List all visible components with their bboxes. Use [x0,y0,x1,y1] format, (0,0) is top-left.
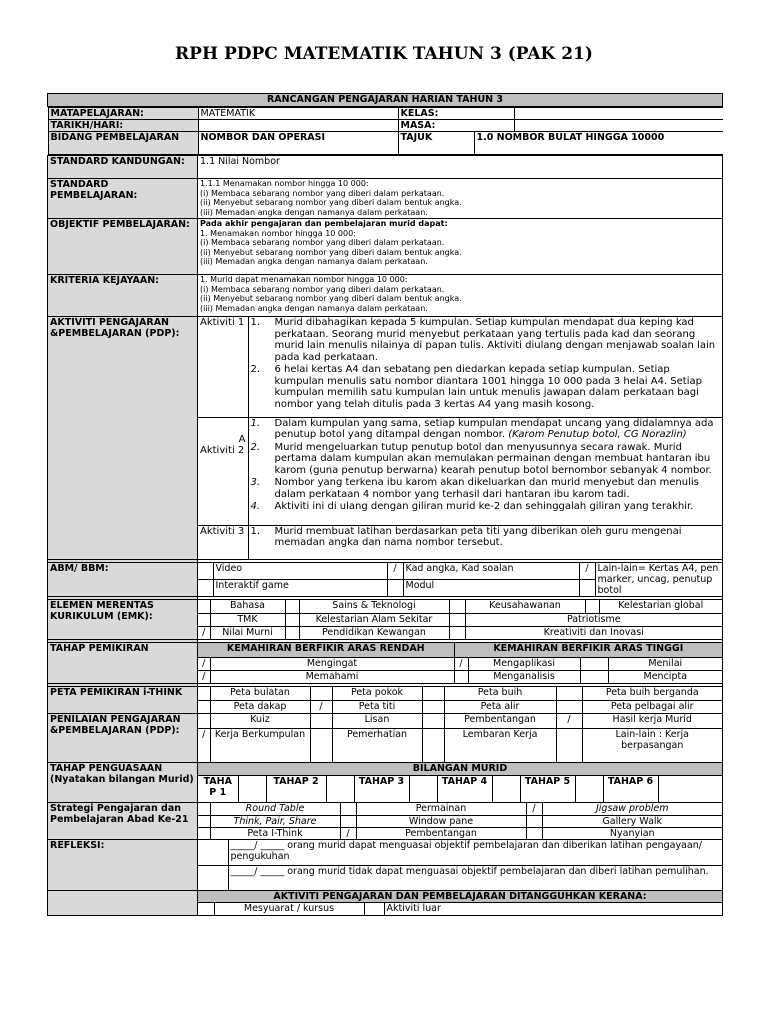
kbar-rendah: KEMAHIRAN BERFIKIR ARAS RENDAH [198,643,454,657]
tarikh-label: TARIKH/HARI: [48,120,198,132]
strategi-permainan: Permainan [356,803,526,815]
strategi-peta-ithink: Peta I-Think [210,827,340,839]
tahap-1: TAHA P 1 [198,775,238,802]
abm-interaktif: Interaktif game [213,580,387,597]
sp-line: (i) Membaca sebarang nombor yang diberi dalam perkataan. [200,188,445,198]
penilaian-hasil: Hasil kerja Murid [582,714,722,728]
abm-modul: Modul [403,580,579,597]
tangguh-mesyuarat: Mesyuarat / kursus [214,903,364,915]
objektif-line: 1. Menamakan nombor hingga 10 000: [200,228,356,238]
peta-buih: Peta buih [444,687,556,700]
peta-alir: Peta alir [444,700,556,713]
tarikh-value [198,120,398,132]
refleksi-line-1: _____/ _____ orang murid dapat menguasai objektif pembelajaran dan diberikan latihan pengayaan/ pengukuhan [228,840,722,865]
aktiviti-1-body [248,317,722,417]
emk-label: ELEMEN MERENTAS KURIKULUM (EMK): [48,600,198,640]
tahap-2: TAHAP 2 [266,775,326,802]
aktiviti-1-label: Aktiviti 1 [198,317,248,417]
ditangguhkan-header: AKTIVITI PENGAJARAN DAN PEMBELAJARAN DITANGGUHKAN KERANA: [198,891,723,903]
list-item: 1. Murid dibahagikan kepada 5 kumpulan. Setiap kumpulan mendapat dua keping kad perkataan. Seorang murid menyebut perkataan yang tertulis pada kad dan seorang murid lain menulis nilainya di papan tulis. Aktiviti diulang dengan menjawab soalan lain pada kad perkataan. [250,317,716,363]
strategi-label: Strategi Pengajaran dan Pembelajaran Abad Ke-21 [48,803,198,840]
kelas-value [514,108,723,120]
sk-label: STANDARD KANDUNGAN: [48,156,198,179]
kriteria-label: KRITERIA KEJAYAAN: [48,275,198,317]
strategi-window-pane: Window pane [356,815,526,827]
peta-label: PETA PEMIKIRAN i-THINK [48,687,198,714]
kbat-tinggi: KEMAHIRAN BERFIKIR ARAS TINGGI [454,643,722,657]
aktiviti-3-label: Aktiviti 3 [198,525,248,559]
emk-kewangan: Pendidikan Kewangan [299,626,449,639]
tahap-mengingat: Mengingat [210,657,454,670]
abm-video: Video [213,563,387,580]
objektif-value [198,219,723,275]
kriteria-line: (i) Membaca sebarang nombor yang diberi dalam perkataan. [200,284,445,294]
aktiviti-2-text: Aktiviti 2 [200,444,245,456]
aktiviti-2-marker: A [238,433,246,445]
objektif-intro: Pada akhir pengajaran dan pembelajaran murid dapat: [200,219,448,228]
rph-table [47,93,723,916]
peta-dakap: Peta dakap [210,700,310,713]
peta-bulatan: Peta bulatan [210,687,310,700]
strategi-check: / [526,803,542,815]
emk-tmk: TMK [210,613,285,626]
emk-sains: Sains & Teknologi [299,600,449,613]
abm-label: ABM/ BBM: [48,563,198,597]
penguasaan-label: TAHAP PENGUASAAN (Nyatakan bilangan Murid) [48,763,198,803]
emk-check: / [198,626,210,639]
tahap-check: / [454,657,468,670]
tahap-4: TAHAP 4 [437,775,492,802]
sp-label: STANDARD PEMBELAJARAN: [48,179,198,219]
emk-keusahawanan: Keusahawanan [465,600,585,613]
emk-kreativiti: Kreativiti dan Inovasi [465,626,722,639]
refleksi-label: REFLEKSI: [48,840,198,891]
masa-value [514,120,723,132]
rph-header: RANCANGAN PENGAJARAN HARIAN TAHUN 3 [48,94,723,107]
objektif-line: (i) Membaca sebarang nombor yang diberi dalam perkataan. [200,238,445,247]
bidang-value: NOMBOR DAN OPERASI [198,132,398,155]
tahap-6: TAHAP 6 [603,775,658,802]
peta-check: / [310,700,332,713]
kelas-label: KELAS: [398,108,514,120]
objektif-label: OBJEKTIF PEMBELAJARAN: [48,219,198,275]
tajuk-label: TAJUK [398,132,474,155]
page-title: RPH PDPC MATEMATIK TAHUN 3 (PAK 21) [175,44,593,64]
penilaian-lembaran: Lembaran Kerja [444,728,556,762]
penilaian-label: PENILAIAN PENGAJARAN &PEMBELAJARAN (PDP): [48,714,198,763]
tahap-menganalisis: Menganalisis [468,670,580,683]
tahap-3: TAHAP 3 [354,775,409,802]
tahap-mengaplikasi: Mengaplikasi [468,657,580,670]
list-item: 3. Nombor yang terkena ibu karom akan dikeluarkan dan murid menyebut dan menulis dalam perkataan 4 nombor yang terhasil dari hantaran ibu karom tadi. [250,477,699,500]
kriteria-line: (iii) Memadan angka dengan namanya dalam perkataan. [200,303,428,313]
matapelajaran-value: MATEMATIK [198,108,398,120]
masa-label: MASA: [398,120,514,132]
abm-lain: Lain-lain= Kertas A4, pen marker, uncag, penutup botol [595,563,722,596]
tahap-check: / [198,657,210,670]
tahap-mencipta: Mencipta [608,670,722,683]
list-item: 4. Aktiviti ini di ulang dengan giliran murid ke-2 dan sehinggalah giliran yang terakhir. [250,501,694,512]
list-item: 1. Dalam kumpulan yang sama, setiap kumpulan mendapat uncang yang didalamnya ada penutup botol yang ditampal dengan nombor. (Karom Penutup botol, CG Norazlin) [250,417,714,440]
penilaian-pembentangan: Pembentangan [444,714,556,728]
abm-check: / [387,563,403,580]
abm-kad: Kad angka, Kad soalan [403,563,579,580]
sp-line: (ii) Menyebut sebarang nombor yang diberi dalam bentuk angka. [200,198,462,207]
aktiviti-3-body [248,525,722,559]
strategi-think-pair: Think, Pair, Share [210,815,340,827]
sp-line: 1.1.1 Menamakan nombor hingga 10 000: [200,179,369,188]
strategi-check: / [340,827,356,839]
strategi-round-table: Round Table [210,803,340,815]
emk-bahasa: Bahasa [210,600,285,613]
penilaian-lisan: Lisan [332,714,422,728]
penilaian-check: / [198,728,210,762]
matapelajaran-label: MATAPELAJARAN: [48,108,198,120]
peta-pelbagai-alir: Peta pelbagai alir [582,700,722,713]
tangguh-luar: Aktiviti luar [384,903,722,915]
list-item: 2. Murid mengeluarkan tutup penutup botol dan menyusunnya secara rawak. Murid pertama dalam kumpulan akan memulakan permainan dengan membuat hantaran ibu karom (guna penutup berwarna) kearah penutup botol bernombor sebanyak 4 nombor. [250,441,712,476]
peta-pokok: Peta pokok [332,687,422,700]
penilaian-lain: Lain-lain : Kerja berpasangan [582,728,722,762]
strategi-gallery-walk: Gallery Walk [542,815,722,827]
strategi-jigsaw: Jigsaw problem [542,803,722,815]
emk-kelestarian-global: Kelestarian global [599,600,722,613]
sk-value: 1.1 Nilai Nombor [198,156,723,179]
tahap-check: / [198,670,210,683]
tahap-label: TAHAP PEMIKIRAN [48,643,198,684]
emk-patriotisme: Patriotisme [465,613,722,626]
kriteria-line: (ii) Menyebut sebarang nombor yang diberi dalam bentuk angka. [200,294,462,303]
penilaian-pemerhatian: Pemerhatian [332,728,422,762]
list-item: 1. Murid membuat latihan berdasarkan peta titi yang diberikan oleh guru mengenai memadan angka dan nama nombor tersebut. [250,525,682,548]
list-item: 2. 6 helai kertas A4 dan sebatang pen diedarkan kepada setiap kumpulan. Setiap kumpulan menulis satu nombor diantara 1001 hingga 10 000 pada 3 helai A4. Setiap kumpulan memilih satu kumpulan lain untuk menulis jawapan dalam perkataan bagi nombor yang telah ditulis pada 3 kertas A4 yang masih kosong. [250,364,702,410]
emk-alam: Kelestarian Alam Sekitar [299,613,449,626]
tajuk-value: 1.0 NOMBOR BULAT HINGGA 10000 [474,132,723,155]
refleksi-line-2: _____/ _____ orang murid tidak dapat menguasai objektif pembelajaran dan diberi latihan pemulihan. [228,865,722,890]
abm-check: / [579,563,595,580]
sp-line: (iii) Memadan angka dengan namanya dalam perkataan. [200,207,428,217]
sp-value [198,179,723,219]
strategi-pembentangan: Pembentangan [356,827,526,839]
bidang-label: BIDANG PEMBELAJARAN [48,132,198,155]
bilangan-murid: BILANGAN MURID [198,763,722,775]
penilaian-kuiz: Kuiz [210,714,310,728]
kriteria-value [198,275,723,317]
aktiviti-2-label [198,417,248,525]
tahap-memahami: Memahami [210,670,454,683]
tahap-menilai: Menilai [608,657,722,670]
peta-buih-berganda: Peta buih berganda [582,687,722,700]
aktiviti-2-body [248,417,722,525]
aktiviti-label: AKTIVITI PENGAJARAN &PEMBELAJARAN (PDP): [48,317,198,560]
strategi-nyanyian: Nyanyian [542,827,722,839]
tahap-5: TAHAP 5 [520,775,575,802]
objektif-line: (ii) Menyebut sebarang nombor yang diberi dalam bentuk angka. [200,247,462,257]
penilaian-check: / [556,714,582,728]
penilaian-kumpulan: Kerja Berkumpulan [210,728,310,762]
peta-titi: Peta titi [332,700,422,713]
kriteria-line: 1. Murid dapat menamakan nombor hingga 10 000: [200,275,408,284]
objektif-line: (iii) Memadan angka dengan namanya dalam perkataan. [200,257,428,266]
emk-nilai: Nilai Murni [210,626,285,639]
